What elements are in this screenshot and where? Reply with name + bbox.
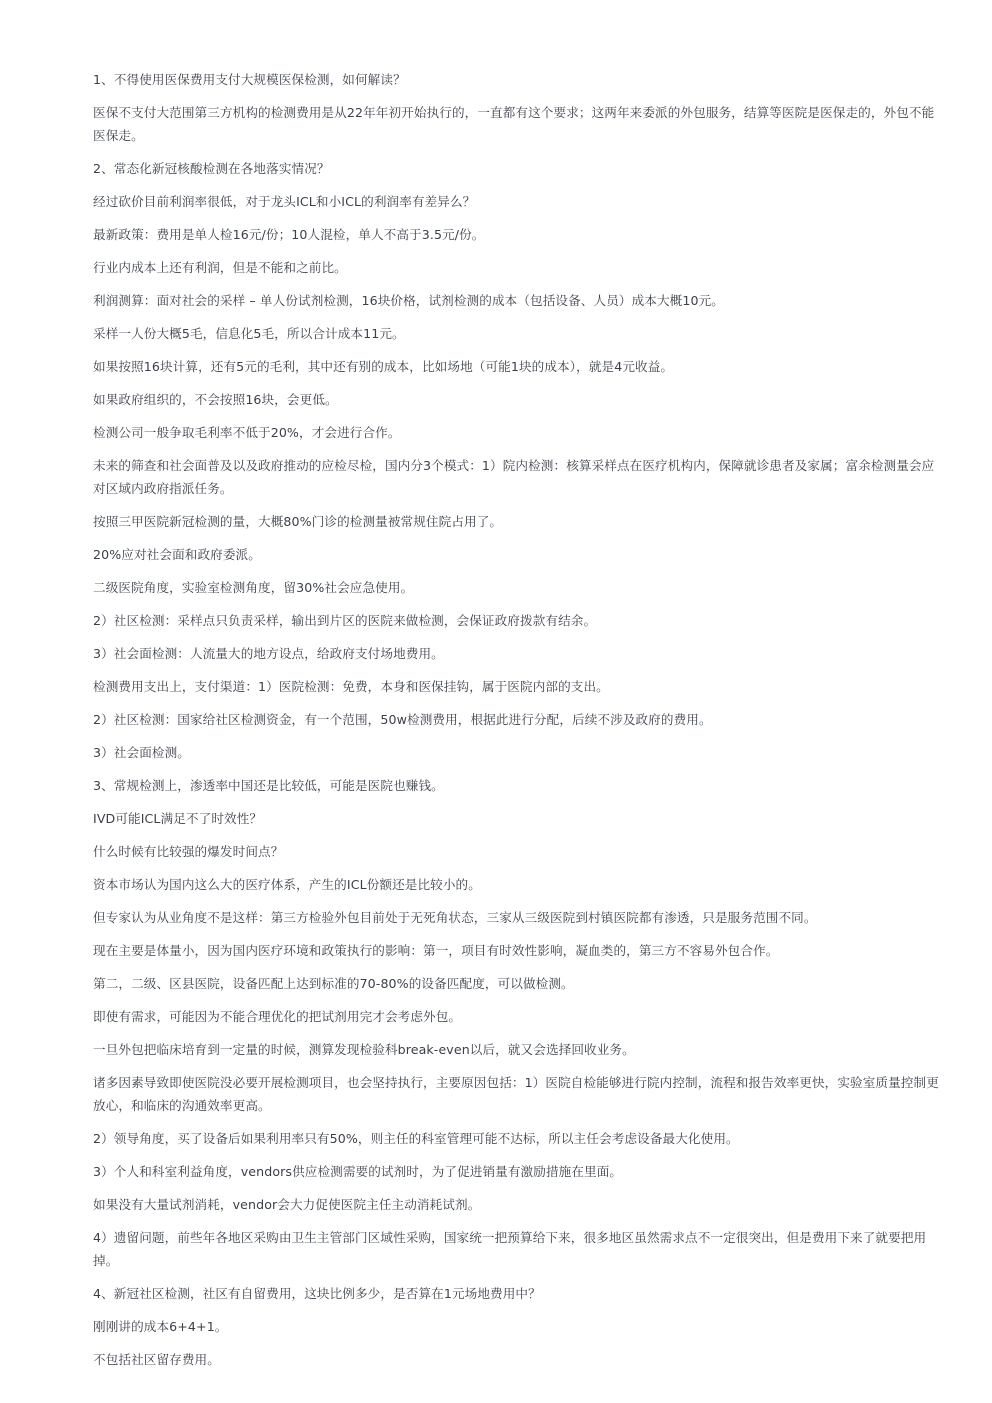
- paragraph: 如果按照16块计算，还有5元的毛利，其中还有别的成本，比如场地（可能1块的成本），就是4元收益。: [93, 359, 674, 374]
- paragraph: 刚刚讲的成本6+4+1。: [93, 1319, 228, 1334]
- paragraph: 未来的筛查和社会面普及以及政府推动的应检尽检，国内分3个模式：1）院内检测：核算采样点在医疗机构内，保障就诊患者及家属；富余检测量会应对区域内政府指派任务。: [93, 458, 935, 496]
- paragraph: 资本市场认为国内这么大的医疗体系，产生的ICL份额还是比较小的。: [93, 877, 481, 892]
- paragraph: 20%应对社会面和政府委派。: [93, 547, 261, 562]
- paragraph: 一旦外包把临床培育到一定量的时候，测算发现检验科break-even以后，就又会选择回收业务。: [93, 1042, 635, 1057]
- paragraph: 诸多因素导致即使医院没必要开展检测项目，也会坚持执行，主要原因包括：1）医院自检能够进行院内控制，流程和报告效率更快，实验室质量控制更放心，和临床的沟通效率更高。: [93, 1075, 939, 1113]
- paragraph: 检测公司一般争取毛利率不低于20%，才会进行合作。: [93, 425, 401, 440]
- question-heading: 3、常规检测上，渗透率中国还是比较低，可能是医院也赚钱。: [93, 778, 444, 793]
- paragraph: 采样一人份大概5毛，信息化5毛，所以合计成本11元。: [93, 326, 405, 341]
- paragraph: 如果没有大量试剂消耗，vendor会大力促使医院主任主动消耗试剂。: [93, 1197, 481, 1212]
- paragraph: 第二，二级、区县医院，设备匹配上达到标准的70-80%的设备匹配度，可以做检测。: [93, 976, 574, 991]
- question-heading: 4、新冠社区检测，社区有自留费用，这块比例多少，是否算在1元场地费用中？: [93, 1286, 541, 1301]
- paragraph: 如果政府组织的，不会按照16块，会更低。: [93, 392, 338, 407]
- paragraph: 什么时候有比较强的爆发时间点？: [93, 844, 284, 859]
- paragraph: 即使有需求，可能因为不能合理优化的把试剂用完才会考虑外包。: [93, 1009, 462, 1024]
- paragraph: 3）社会面检测：人流量大的地方设点，给政府支付场地费用。: [93, 646, 444, 661]
- paragraph: 行业内成本上还有利润，但是不能和之前比。: [93, 260, 347, 275]
- paragraph: 3）个人和科室利益角度，vendors供应检测需要的试剂时，为了促进销量有激励措施在里面。: [93, 1164, 623, 1179]
- paragraph: 2）社区检测：采样点只负责采样，输出到片区的医院来做检测，会保证政府拨款有结余。: [93, 613, 597, 628]
- paragraph: 现在主要是体量小，因为国内医疗环境和政策执行的影响：第一，项目有时效性影响，凝血类的，第三方不容易外包合作。: [93, 943, 779, 958]
- paragraph: IVD可能ICL满足不了时效性？: [93, 811, 263, 826]
- paragraph: 利润测算：面对社会的采样 – 单人份试剂检测，16块价格，试剂检测的成本（包括设备、人员）成本大概10元。: [93, 293, 724, 308]
- paragraph: 经过砍价目前利润率很低，对于龙头ICL和小ICL的利润率有差异么？: [93, 194, 476, 209]
- paragraph: 2）领导角度，买了设备后如果利用率只有50%，则主任的科室管理可能不达标，所以主任会考虑设备最大化使用。: [93, 1131, 739, 1146]
- paragraph: 医保不支付大范围第三方机构的检测费用是从22年年初开始执行的，一直都有这个要求；这两年来委派的外包服务，结算等医院是医保走的，外包不能医保走。: [93, 105, 935, 143]
- paragraph: 按照三甲医院新冠检测的量，大概80%门诊的检测量被常规住院占用了。: [93, 514, 503, 529]
- document-body: [93, 68, 941, 1381]
- question-heading: 1、不得使用医保费用支付大规模医保检测，如何解读？: [93, 72, 406, 87]
- paragraph: 但专家认为从业角度不是这样：第三方检验外包目前处于无死角状态，三家从三级医院到村镇医院都有渗透，只是服务范围不同。: [93, 910, 817, 925]
- paragraph: 最新政策：费用是单人检16元/份；10人混检，单人不高于3.5元/份。: [93, 227, 485, 242]
- paragraph: 2）社区检测：国家给社区检测资金，有一个范围，50w检测费用，根据此进行分配，后续不涉及政府的费用。: [93, 712, 712, 727]
- paragraph: 二级医院角度，实验室检测角度，留30%社会应急使用。: [93, 580, 414, 595]
- paragraph: 3）社会面检测。: [93, 745, 190, 760]
- paragraph: 检测费用支出上，支付渠道：1）医院检测：免费，本身和医保挂钩，属于医院内部的支出。: [93, 679, 609, 694]
- question-heading: 2、常态化新冠核酸检测在各地落实情况？: [93, 161, 330, 176]
- paragraph: 4）遗留问题，前些年各地区采购由卫生主管部门区域性采购，国家统一把预算给下来，很多地区虽然需求点不一定很突出，但是费用下来了就要把用掉。: [93, 1230, 927, 1268]
- paragraph: 不包括社区留存费用。: [93, 1352, 220, 1367]
